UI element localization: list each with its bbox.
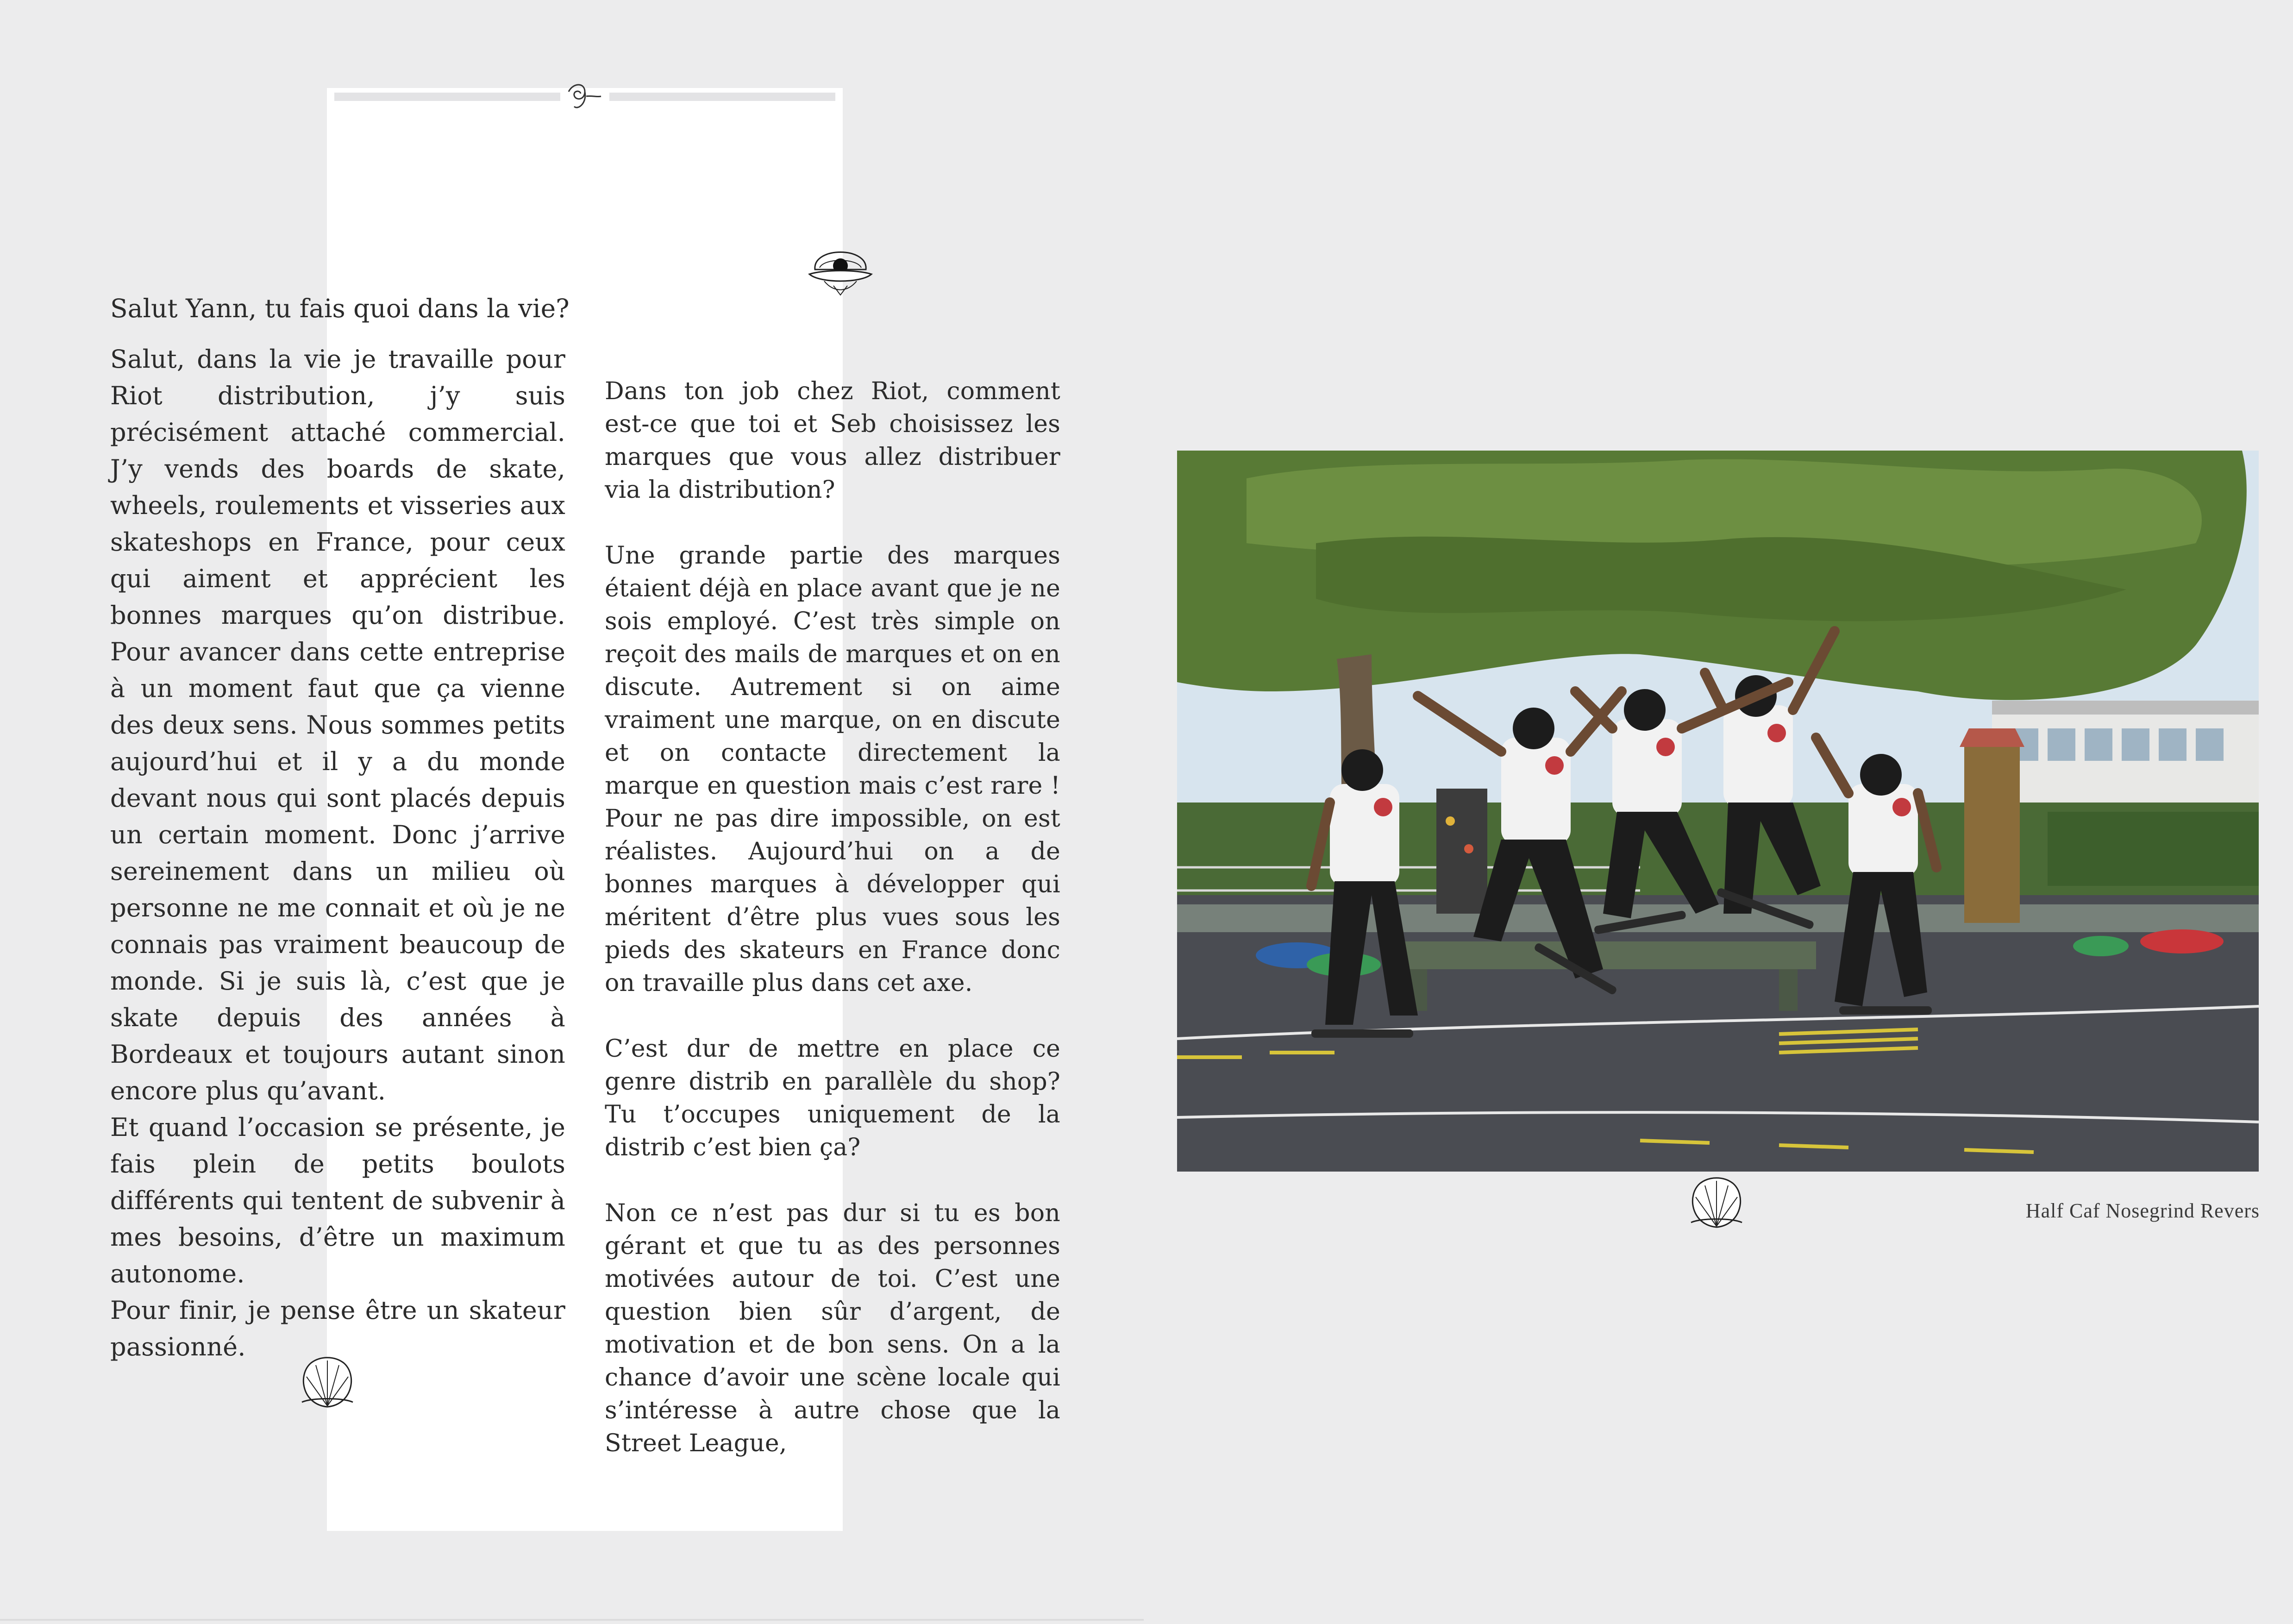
answer-2: Une grande partie des marques étaient déjà en place avant que je ne sois employé. C’est très simple on reçoit des mails de marques et on en discute. Autrement si on aime vraiment une marque, on en discute et on contacte directement la marque en question mais c’est rare ! Pour ne pas dire impossible, on est réalistes. Aujourd’hui on a de bonnes marques à développer qui méritent d’être plus vues sous les pieds des skateurs en France donc on travaille plus dans cet axe. — [605, 542, 1060, 997]
photo-caption: Half Caf Nosegrind Revers — [2025, 1199, 2260, 1222]
flourish-icon — [564, 78, 606, 115]
bottom-rule — [0, 1619, 1144, 1621]
answer-1-column — [110, 341, 565, 1365]
interview-column-2 — [605, 375, 1060, 1460]
skateboard-sequence-photo — [1177, 451, 2259, 1172]
answer-3: Non ce n’est pas dur si tu es bon gérant et que tu as des personnes motivées autour de toi. C’est une question bien sûr d’argent, de motivation et de bon sens. On a la chance d’avoir une scène locale qui s’intéresse à autre chose que la Street League, — [605, 1199, 1060, 1457]
answer-1-paragraph: Pour finir, je pense être un skateur passionné. — [110, 1296, 565, 1361]
question-2: Dans ton job chez Riot, comment est-ce que toi et Seb choisissez les marques que vous allez distribuer via la distribution? — [605, 377, 1060, 504]
answer-1-paragraph: Et quand l’occasion se présente, je fais plein de petits boulots différents qui tentent de subvenir à mes besoins, d’être un maximum autonome. — [110, 1113, 565, 1288]
question-3: C’est dur de mettre en place ce genre distrib en parallèle du shop? Tu t’occupes uniquement de la distrib c’est bien ça? — [605, 1035, 1060, 1161]
scallop-shell-icon — [1682, 1172, 1751, 1234]
answer-1-paragraph: Salut, dans la vie je travaille pour Riot distribution, j’y suis précisément attaché commercial. J’y vends des boards de skate, wheels, roulements et visseries aux skateshops en France, pour ceux qui aiment et apprécient les bonnes marques qu’on distribue. Pour avancer dans cette entreprise à un moment faut que ça vienne des deux sens. Nous sommes petits aujourd’hui et il y a du monde devant nous qui sont placés depuis un certain moment. Donc j’arrive sereinement dans un milieu où personne ne me connait et où je ne connais pas vraiment beaucoup de monde. Si je suis là, c’est que je skate depuis des années à Bordeaux et toujours autant sinon encore plus qu’avant. — [110, 345, 565, 1105]
pearl-shell-icon — [806, 237, 875, 300]
question-1: Salut Yann, tu fais quoi dans la vie? — [110, 294, 570, 323]
